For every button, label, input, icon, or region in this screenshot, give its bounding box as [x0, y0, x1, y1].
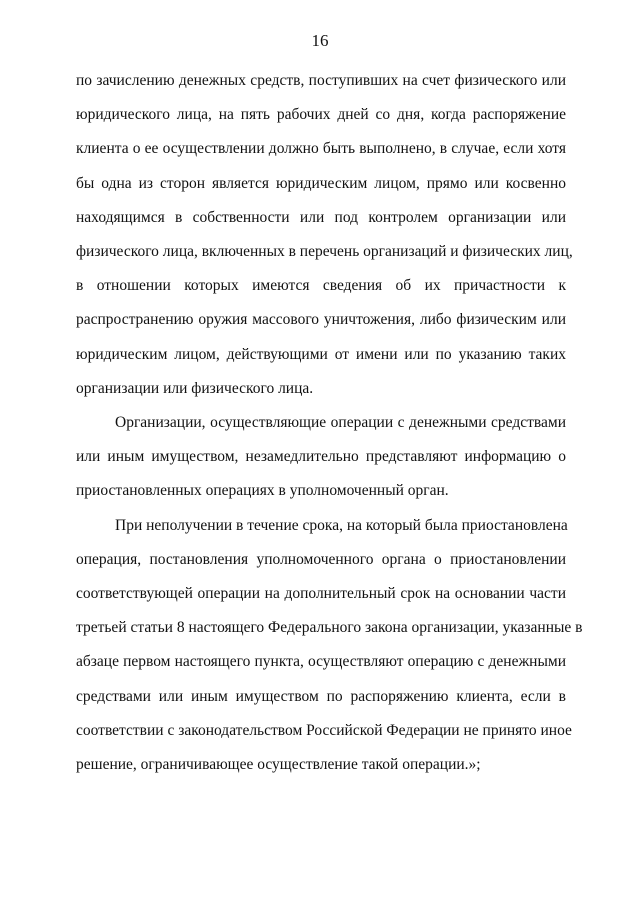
paragraph-line: по зачислению денежных средств, поступивших на счет физического или: [76, 72, 566, 89]
paragraph-line: клиента о ее осуществлении должно быть выполнено, в случае, если хотя: [76, 140, 566, 158]
paragraph-line: в отношении которых имеются сведения об их причастности к: [76, 277, 566, 295]
paragraph-line: При неполучении в течение срока, на который была приостановлена: [115, 516, 568, 534]
paragraph-line: юридического лица, на пять рабочих дней со дня, когда распоряжение: [76, 106, 566, 124]
paragraph-line: находящимся в собственности или под контролем организации или: [76, 208, 566, 226]
page-number: 16: [311, 31, 329, 50]
paragraph-3: [76, 509, 583, 783]
paragraph-line: Организации, осуществляющие операции с денежными средствами: [115, 414, 566, 431]
document-body: [76, 64, 583, 782]
paragraph-line: физического лица, включенных в перечень организаций и физических лиц,: [76, 242, 573, 260]
paragraph-2: [76, 406, 566, 509]
paragraph-line: или иным имуществом, незамедлительно представляют информацию о: [76, 448, 566, 466]
paragraph-line: решение, ограничивающее осуществление такой операции.»;: [76, 755, 481, 773]
paragraph-line: третьей статьи 8 настоящего Федерального закона организации, указанные в: [76, 619, 583, 637]
paragraph-line: соответствующей операции на дополнительный срок на основании части: [76, 584, 566, 602]
paragraph-line: распространению оружия массового уничтожения, либо физическим или: [76, 311, 566, 329]
paragraph-line: операция, постановления уполномоченного органа о приостановлении: [76, 550, 566, 568]
paragraph-line: соответствии с законодательством Российской Федерации не принято иное: [76, 721, 572, 739]
paragraph-line: приостановленных операциях в уполномоченный орган.: [76, 482, 449, 500]
paragraph-line: абзаце первом настоящего пункта, осуществляют операцию с денежными: [76, 653, 566, 671]
paragraph-line: средствами или иным имуществом по распоряжению клиента, если в: [76, 687, 566, 705]
paragraph-1: [76, 64, 573, 406]
paragraph-line: бы одна из сторон является юридическим лицом, прямо или косвенно: [76, 174, 566, 192]
paragraph-line: юридическим лицом, действующими от имени или по указанию таких: [76, 345, 566, 363]
paragraph-line: организации или физического лица.: [76, 379, 314, 397]
